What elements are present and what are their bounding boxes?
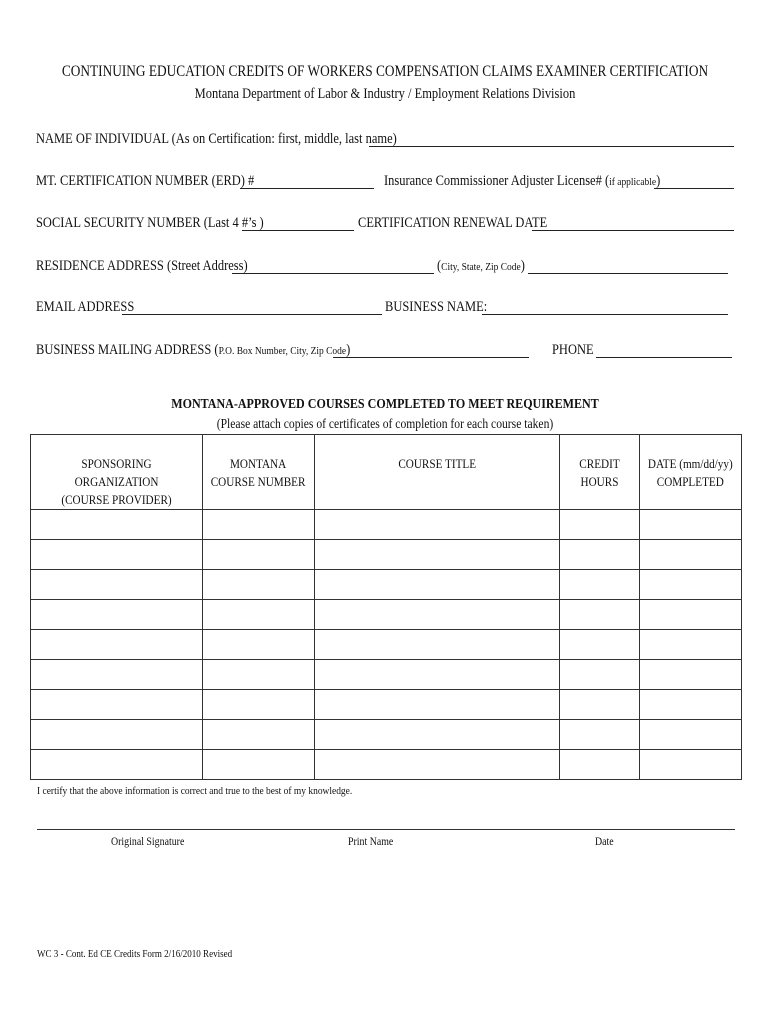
residence-row xyxy=(36,255,734,277)
table-cell[interactable] xyxy=(31,660,203,690)
business-name-label: BUSINESS NAME: xyxy=(385,299,488,315)
courses-heading: MONTANA-APPROVED COURSES COMPLETED TO MEET REQUIREMENT xyxy=(171,397,599,412)
table-cell[interactable] xyxy=(203,600,315,630)
renewal-date-label: CERTIFICATION RENEWAL DATE xyxy=(358,215,548,231)
table-cell[interactable] xyxy=(560,630,640,660)
table-row xyxy=(31,540,742,570)
table-cell[interactable] xyxy=(640,630,742,660)
courses-table xyxy=(30,434,742,780)
table-row xyxy=(31,690,742,720)
ssn-row xyxy=(36,212,734,234)
table-cell[interactable] xyxy=(640,600,742,630)
table-cell[interactable] xyxy=(203,660,315,690)
table-row xyxy=(31,750,742,780)
table-cell[interactable] xyxy=(640,510,742,540)
table-cell[interactable] xyxy=(315,660,560,690)
col-date-completed: DATE (mm/dd/yy) COMPLETED xyxy=(640,435,742,510)
phone-label: PHONE xyxy=(552,342,594,358)
table-cell[interactable] xyxy=(315,600,560,630)
table-cell[interactable] xyxy=(203,720,315,750)
table-cell[interactable] xyxy=(560,540,640,570)
table-cell[interactable] xyxy=(203,510,315,540)
date-label: Date xyxy=(595,836,614,848)
table-cell[interactable] xyxy=(315,540,560,570)
table-cell[interactable] xyxy=(560,510,640,540)
signature-line[interactable] xyxy=(37,829,735,830)
phone-input-line[interactable] xyxy=(596,357,732,358)
renewal-date-input-line[interactable] xyxy=(532,230,734,231)
name-input-line[interactable] xyxy=(369,146,734,147)
table-cell[interactable] xyxy=(560,690,640,720)
original-signature-label: Original Signature xyxy=(111,836,185,848)
mailing-label: BUSINESS MAILING ADDRESS (P.O. Box Number, City, Zip Code) xyxy=(36,342,351,358)
table-cell[interactable] xyxy=(640,570,742,600)
table-cell[interactable] xyxy=(560,660,640,690)
table-row xyxy=(31,510,742,540)
table-cell[interactable] xyxy=(315,570,560,600)
table-cell[interactable] xyxy=(315,510,560,540)
email-label: EMAIL ADDRESS xyxy=(36,299,135,315)
table-cell[interactable] xyxy=(640,690,742,720)
table-cell[interactable] xyxy=(203,570,315,600)
table-row xyxy=(31,720,742,750)
residence-city-input-line[interactable] xyxy=(528,273,728,274)
email-input-line[interactable] xyxy=(122,314,382,315)
mailing-input-line[interactable] xyxy=(333,357,529,358)
table-cell[interactable] xyxy=(31,540,203,570)
residence-city-label: (City, State, Zip Code) xyxy=(437,258,525,274)
col-credit-hours: CREDIT HOURS xyxy=(560,435,640,510)
email-row xyxy=(36,296,734,318)
table-row xyxy=(31,570,742,600)
table-cell[interactable] xyxy=(640,750,742,780)
courses-header-row xyxy=(31,435,742,510)
col-course-title: COURSE TITLE xyxy=(315,435,560,510)
ssn-input-line[interactable] xyxy=(242,230,354,231)
table-cell[interactable] xyxy=(560,720,640,750)
col-course-number: MONTANA COURSE NUMBER xyxy=(203,435,315,510)
adjuster-label: Insurance Commissioner Adjuster License# (if applicable) xyxy=(384,173,661,189)
table-cell[interactable] xyxy=(560,750,640,780)
col-sponsoring-organization: SPONSORING ORGANIZATION (COURSE PROVIDER) xyxy=(31,435,203,510)
certification-statement: I certify that the above information is correct and true to the best of my knowledge. xyxy=(37,785,353,797)
table-cell[interactable] xyxy=(31,600,203,630)
name-row xyxy=(36,128,734,150)
table-cell[interactable] xyxy=(31,690,203,720)
table-cell[interactable] xyxy=(31,630,203,660)
table-cell[interactable] xyxy=(31,720,203,750)
name-label: NAME OF INDIVIDUAL (As on Certification: first, middle, last name) xyxy=(36,131,397,147)
table-cell[interactable] xyxy=(315,630,560,660)
table-cell[interactable] xyxy=(31,510,203,540)
business-name-input-line[interactable] xyxy=(482,314,728,315)
table-cell[interactable] xyxy=(640,660,742,690)
courses-subheading: (Please attach copies of certificates of completion for each course taken) xyxy=(216,416,554,431)
table-row xyxy=(31,660,742,690)
table-row xyxy=(31,630,742,660)
residence-label: RESIDENCE ADDRESS (Street Address) xyxy=(36,258,248,274)
residence-street-input-line[interactable] xyxy=(232,273,434,274)
table-cell[interactable] xyxy=(640,720,742,750)
table-cell[interactable] xyxy=(315,750,560,780)
form-subtitle: Montana Department of Labor & Industry / Employment Relations Division xyxy=(194,86,576,102)
table-cell[interactable] xyxy=(203,750,315,780)
table-cell[interactable] xyxy=(315,690,560,720)
form-id-footer: WC 3 - Cont. Ed CE Credits Form 2/16/2010 Revised xyxy=(37,949,233,960)
table-cell[interactable] xyxy=(640,540,742,570)
mailing-row xyxy=(36,339,734,361)
cert-number-input-line[interactable] xyxy=(240,188,374,189)
table-cell[interactable] xyxy=(315,720,560,750)
table-cell[interactable] xyxy=(203,540,315,570)
cert-number-label: MT. CERTIFICATION NUMBER (ERD) # xyxy=(36,173,255,189)
table-cell[interactable] xyxy=(203,690,315,720)
ssn-label: SOCIAL SECURITY NUMBER (Last 4 #’s ) xyxy=(36,215,264,231)
table-row xyxy=(31,600,742,630)
print-name-label: Print Name xyxy=(348,836,394,848)
table-cell[interactable] xyxy=(31,570,203,600)
adjuster-input-line[interactable] xyxy=(654,188,734,189)
form-title: CONTINUING EDUCATION CREDITS OF WORKERS COMPENSATION CLAIMS EXAMINER CERTIFICATION xyxy=(61,63,709,80)
cert-number-row xyxy=(36,170,734,192)
table-cell[interactable] xyxy=(203,630,315,660)
table-cell[interactable] xyxy=(560,600,640,630)
table-cell[interactable] xyxy=(560,570,640,600)
table-cell[interactable] xyxy=(31,750,203,780)
